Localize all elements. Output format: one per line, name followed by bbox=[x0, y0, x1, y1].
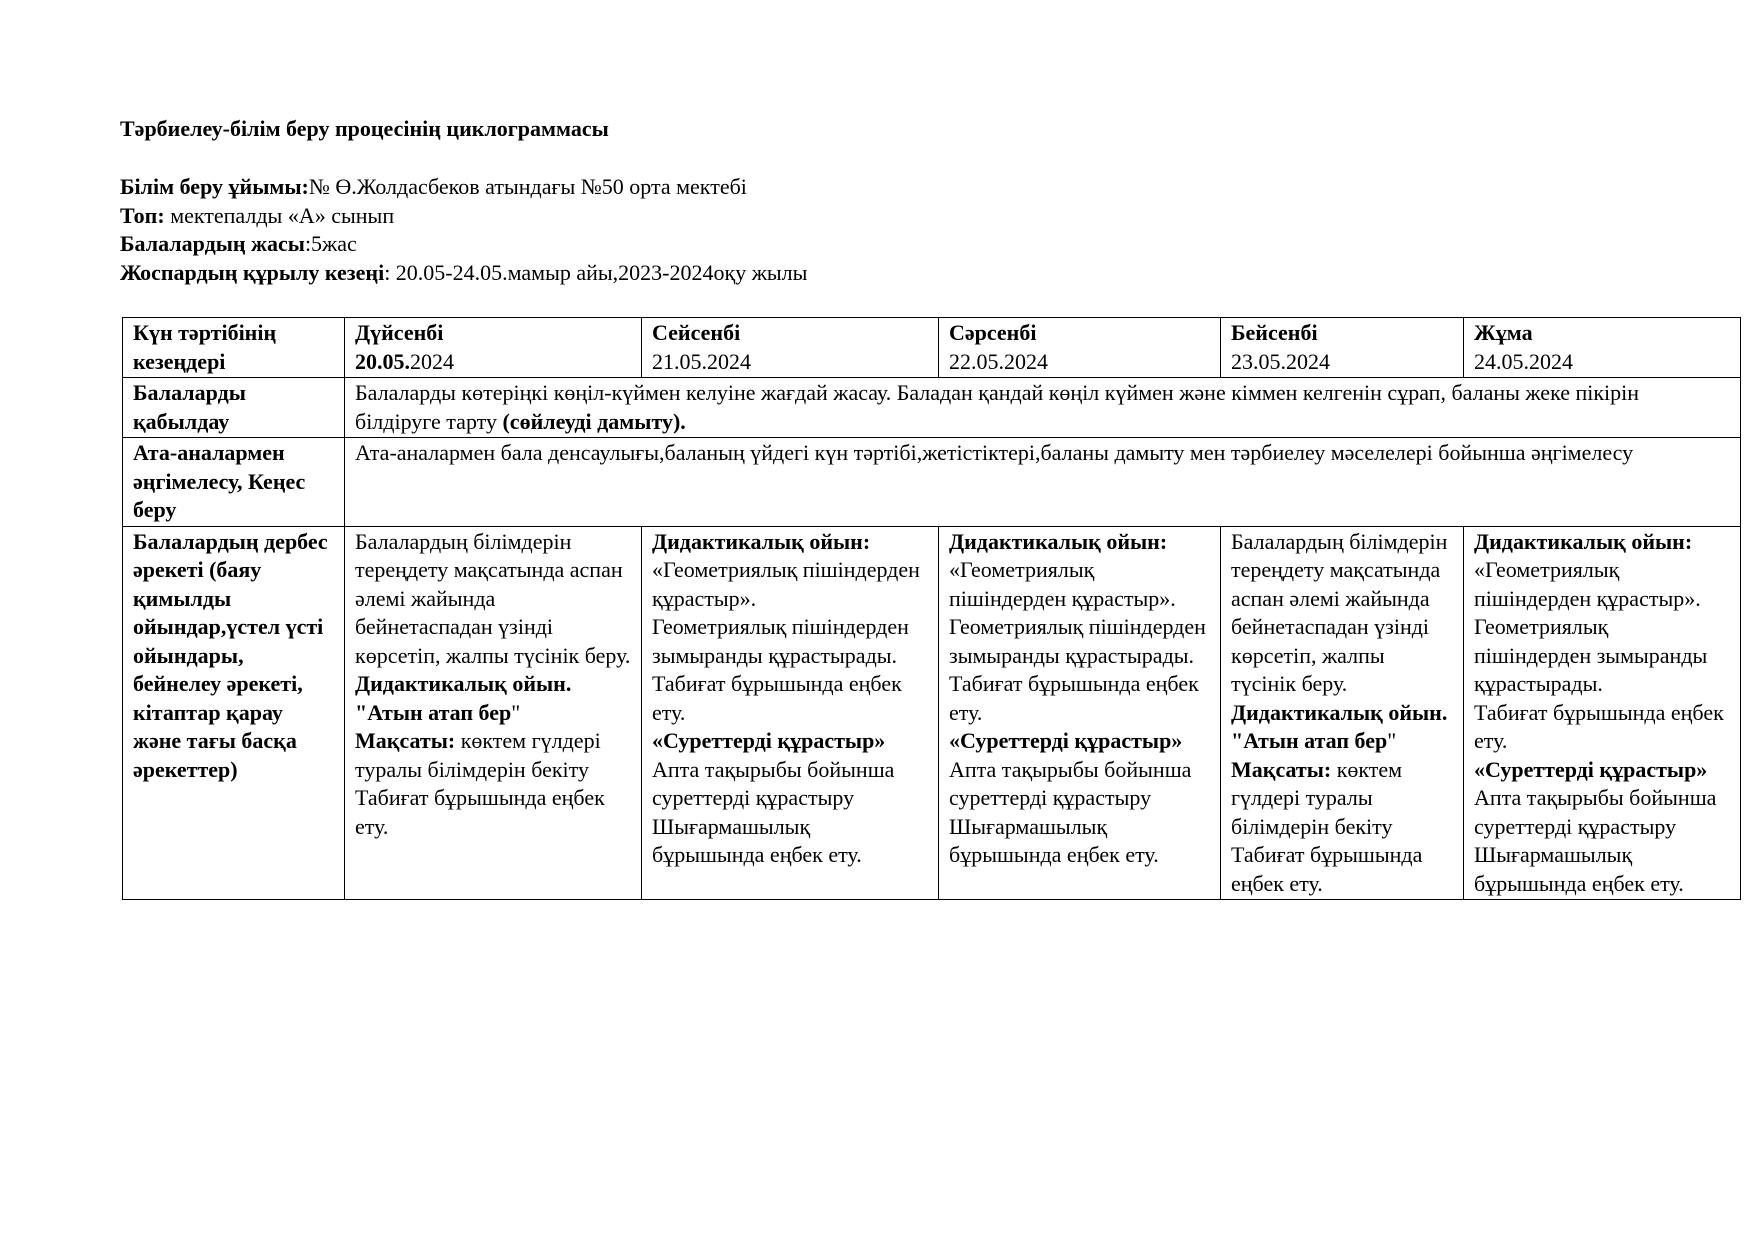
document-meta bbox=[120, 173, 807, 287]
stage-cell-reception: Балаларды қабылдау bbox=[123, 378, 345, 438]
activity-cell-wednesday: Дидактикалық ойын: «Геометриялық пішіндерден құрастыр». Геометриялық пішіндерден зымыранды құрастырады. Табиғат бұрышында еңбек ету. «Суреттерді құрастыр» Апта тақырыбы бойынша суреттерді құрастыру Шығармашылық бұрышында еңбек ету. bbox=[939, 526, 1221, 900]
group-label: Топ: bbox=[120, 202, 165, 228]
day-date: 20.05.2024 bbox=[355, 348, 454, 374]
day-name: Дүйсенбі bbox=[355, 320, 444, 345]
day-name: Бейсенбі bbox=[1231, 320, 1318, 345]
age-line bbox=[120, 230, 807, 259]
activity-cell-tuesday: Дидактикалық ойын: «Геометриялық пішіндерден құрастыр». Геометриялық пішіндерден зымыранды құрастырады. Табиғат бұрышында еңбек ету. «Суреттерді құрастыр» Апта тақырыбы бойынша суреттерді құрастыру Шығармашылық бұрышында еңбек ету. bbox=[642, 526, 939, 900]
stage-header-cell: Күн тәртібінің кезеңдері bbox=[123, 318, 345, 378]
table-row-reception bbox=[123, 378, 1741, 438]
day-date: 23.05.2024 bbox=[1231, 348, 1330, 374]
day-header-wednesday bbox=[939, 318, 1221, 378]
day-header-friday bbox=[1464, 318, 1741, 378]
stage-cell-independent-activity: Балалардың дербес әрекеті (баяу қимылды ойындар,үстел үсті ойындары, бейнелеу әрекеті, кітаптар қарау және тағы басқа әрекеттер) bbox=[123, 526, 345, 900]
period-value: : 20.05-24.05.мамыр айы,2023-2024оқу жылы bbox=[384, 259, 808, 285]
table-row-independent-activity bbox=[123, 526, 1741, 900]
organization-label: Білім беру ұйымы: bbox=[120, 174, 309, 199]
reception-text-cell: Балаларды көтеріңкі көңіл-күймен келуіне жағдай жасау. Баладан қандай көңіл күймен және кіммен келгенін сұрап, баланы жеке пікірін білдіруге тарту (сөйлеуді дамыту). bbox=[345, 378, 1741, 438]
day-header-thursday bbox=[1221, 318, 1464, 378]
day-name: Жұма bbox=[1474, 320, 1533, 345]
day-header-tuesday bbox=[642, 318, 939, 378]
day-name: Сейсенбі bbox=[652, 320, 741, 345]
day-header-monday bbox=[345, 318, 642, 378]
day-name: Сәрсенбі bbox=[949, 320, 1037, 345]
table-row-parents bbox=[123, 438, 1741, 527]
table-header-row bbox=[123, 318, 1741, 378]
activity-cell-thursday: Балалардың білімдерін тереңдету мақсатында аспан әлемі жайында бейнетаспадан үзінді көрсетіп, жалпы түсінік беру. Дидактикалық ойын. "Атын атап бер" Мақсаты: көктем гүлдері туралы білімдерін бекіту Табиғат бұрышында еңбек ету. bbox=[1221, 526, 1464, 900]
day-date: 24.05.2024 bbox=[1474, 348, 1573, 374]
group-line bbox=[120, 202, 807, 231]
parents-text-cell: Ата-аналармен бала денсаулығы,баланың үйдегі күн тәртібі,жетістіктері,баланы дамыту мен тәрбиелеу мәселелері бойынша әңгімелесу bbox=[345, 438, 1741, 527]
group-value: мектепалды «А» сынып bbox=[164, 202, 395, 228]
age-label: Балалардың жасы bbox=[120, 231, 305, 256]
day-date: 21.05.2024 bbox=[652, 348, 751, 374]
period-line bbox=[120, 259, 807, 288]
stage-cell-parents: Ата-аналармен әңгімелесу, Кеңес беру bbox=[123, 438, 345, 527]
age-value: :5жас bbox=[304, 231, 357, 256]
activity-cell-friday: Дидактикалық ойын: «Геометриялық пішіндерден құрастыр». Геометриялық пішіндерден зымыранды құрастырады. Табиғат бұрышында еңбек ету. «Суреттерді құрастыр» Апта тақырыбы бойынша суреттерді құрастыру Шығармашылық бұрышында еңбек ету. bbox=[1464, 526, 1741, 900]
day-date: 22.05.2024 bbox=[949, 348, 1048, 374]
cyclogram-table bbox=[122, 317, 1741, 900]
document-title: Тәрбиелеу-білім беру процесінің циклограммасы bbox=[120, 116, 609, 141]
organization-line bbox=[120, 173, 807, 202]
activity-cell-monday: Балалардың білімдерін тереңдету мақсатында аспан әлемі жайында бейнетаспадан үзінді көрсетіп, жалпы түсінік беру. Дидактикалық ойын. "Атын атап бер" Мақсаты: көктем гүлдері туралы білімдерін бекіту Табиғат бұрышында еңбек ету. bbox=[345, 526, 642, 900]
period-label: Жоспардың құрылу кезеңі bbox=[120, 259, 385, 285]
organization-value: № Ө.Жолдасбеков атындағы №50 орта мектебі bbox=[308, 174, 747, 199]
